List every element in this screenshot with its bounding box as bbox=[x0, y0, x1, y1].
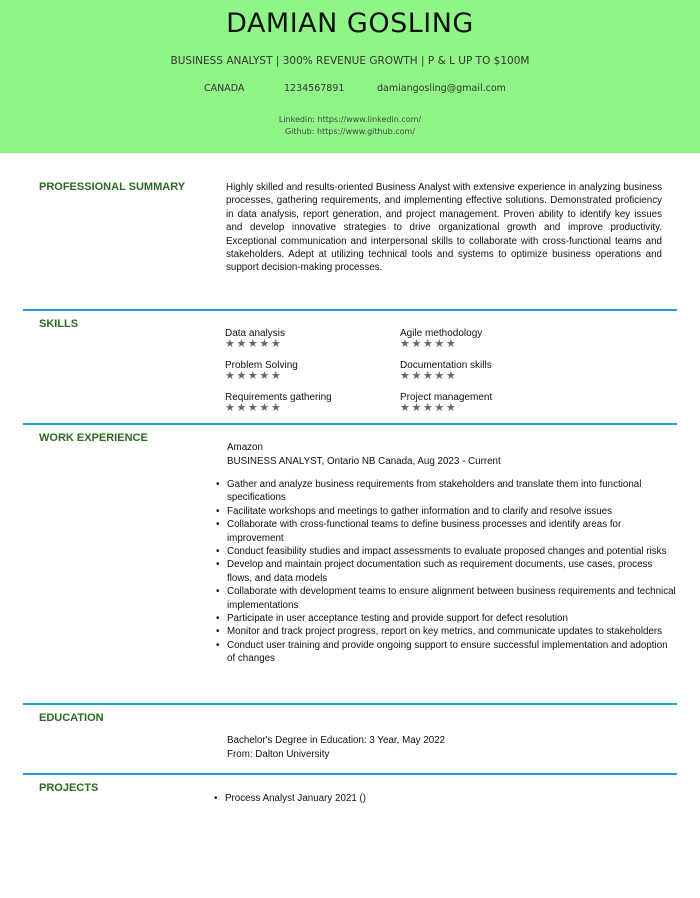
experience-bullet: • Facilitate workshops and meetings to gather information and to clarify and resolve issues bbox=[216, 505, 676, 518]
section-divider bbox=[23, 423, 677, 425]
section-divider bbox=[23, 703, 677, 705]
experience-bullet: • Develop and maintain project documentation such as requirement documents, use cases, process flows, and data models bbox=[216, 558, 676, 585]
project-item: • Process Analyst January 2021 () bbox=[214, 792, 674, 805]
summary-text: Highly skilled and results-oriented Business Analyst with extensive experience in analyzing business processes, gathering requirements, and implementing effective solutions. Demonstrated proficiency in data analysis, report generation, and project management. Proven ability to identify key issues and develop innovative strategies to drive organizational growth and improve productivity. Exceptional communication and interpersonal skills to collaborate with cross-functional teams and stakeholders. Adept at utilizing technical tools and systems to optimize business operations and support decision-making processes. bbox=[226, 182, 662, 274]
contact-phone: 1234567891 bbox=[284, 83, 345, 94]
education-school: From: Dalton University bbox=[227, 749, 330, 760]
section-title-education: EDUCATION bbox=[39, 712, 104, 724]
profile-links bbox=[0, 114, 700, 138]
education-degree: Bachelor's Degree in Education: 3 Year, May 2022 bbox=[227, 735, 446, 746]
github-link[interactable]: Github: https://www.github.com/ bbox=[284, 127, 416, 136]
skill-name: Data analysis bbox=[225, 328, 286, 339]
section-title-summary: PROFESSIONAL SUMMARY bbox=[39, 181, 186, 193]
section-divider bbox=[23, 309, 677, 311]
experience-bullet: • Monitor and track project progress, report on key metrics, and communicate updates to stakeholders bbox=[216, 625, 676, 638]
section-title-projects: PROJECTS bbox=[39, 782, 99, 794]
experience-bullet: • Collaborate with cross-functional teams to define business processes and identify areas for improvement bbox=[216, 518, 676, 545]
skill-item bbox=[225, 392, 332, 413]
skill-name: Requirements gathering bbox=[225, 392, 332, 403]
star-rating-icon: ★★★★★ bbox=[225, 369, 283, 382]
experience-bullet: • Conduct feasibility studies and impact assessments to evaluate proposed changes and potential risks bbox=[216, 545, 676, 558]
contact-email[interactable]: damiangosling@gmail.com bbox=[377, 83, 506, 94]
job-role-line: BUSINESS ANALYST, Ontario NB Canada, Aug 2023 - Current bbox=[227, 456, 501, 467]
section-title-skills: SKILLS bbox=[39, 318, 79, 330]
contact-location: CANADA bbox=[204, 83, 245, 94]
experience-bullet: • Conduct user training and provide ongoing support to ensure successful implementation and adoption of changes bbox=[216, 639, 676, 666]
experience-bullet: • Gather and analyze business requirements from stakeholders and translate them into functional specifications bbox=[216, 478, 676, 505]
project-list bbox=[214, 792, 674, 805]
experience-bullet: • Participate in user acceptance testing and provide support for defect resolution bbox=[216, 612, 676, 625]
skill-item bbox=[400, 392, 492, 413]
skill-item bbox=[400, 328, 482, 349]
skills-section bbox=[23, 318, 677, 418]
star-rating-icon: ★★★★★ bbox=[400, 401, 458, 414]
linkedin-link[interactable]: Linkedin: https://www.linkedin.com/ bbox=[278, 115, 422, 124]
star-rating-icon: ★★★★★ bbox=[225, 337, 283, 350]
skill-item bbox=[225, 328, 285, 349]
company-name: Amazon bbox=[227, 442, 263, 453]
star-rating-icon: ★★★★★ bbox=[400, 369, 458, 382]
star-rating-icon: ★★★★★ bbox=[225, 401, 283, 414]
skill-item bbox=[400, 360, 492, 381]
experience-bullets bbox=[216, 478, 676, 666]
skill-name: Problem Solving bbox=[225, 360, 298, 371]
resume-header bbox=[0, 0, 700, 153]
skill-item bbox=[225, 360, 298, 381]
candidate-tagline: BUSINESS ANALYST | 300% REVENUE GROWTH | P & L UP TO $100M bbox=[170, 55, 530, 67]
skill-name: Agile methodology bbox=[400, 328, 483, 339]
skill-name: Documentation skills bbox=[400, 360, 492, 371]
skill-name: Project management bbox=[400, 392, 493, 403]
section-title-experience: WORK EXPERIENCE bbox=[39, 432, 148, 444]
experience-bullet: • Collaborate with development teams to ensure alignment between business requirements and technical implementations bbox=[216, 585, 676, 612]
star-rating-icon: ★★★★★ bbox=[400, 337, 458, 350]
section-divider bbox=[23, 773, 677, 775]
candidate-name: DAMIAN GOSLING bbox=[226, 8, 474, 39]
